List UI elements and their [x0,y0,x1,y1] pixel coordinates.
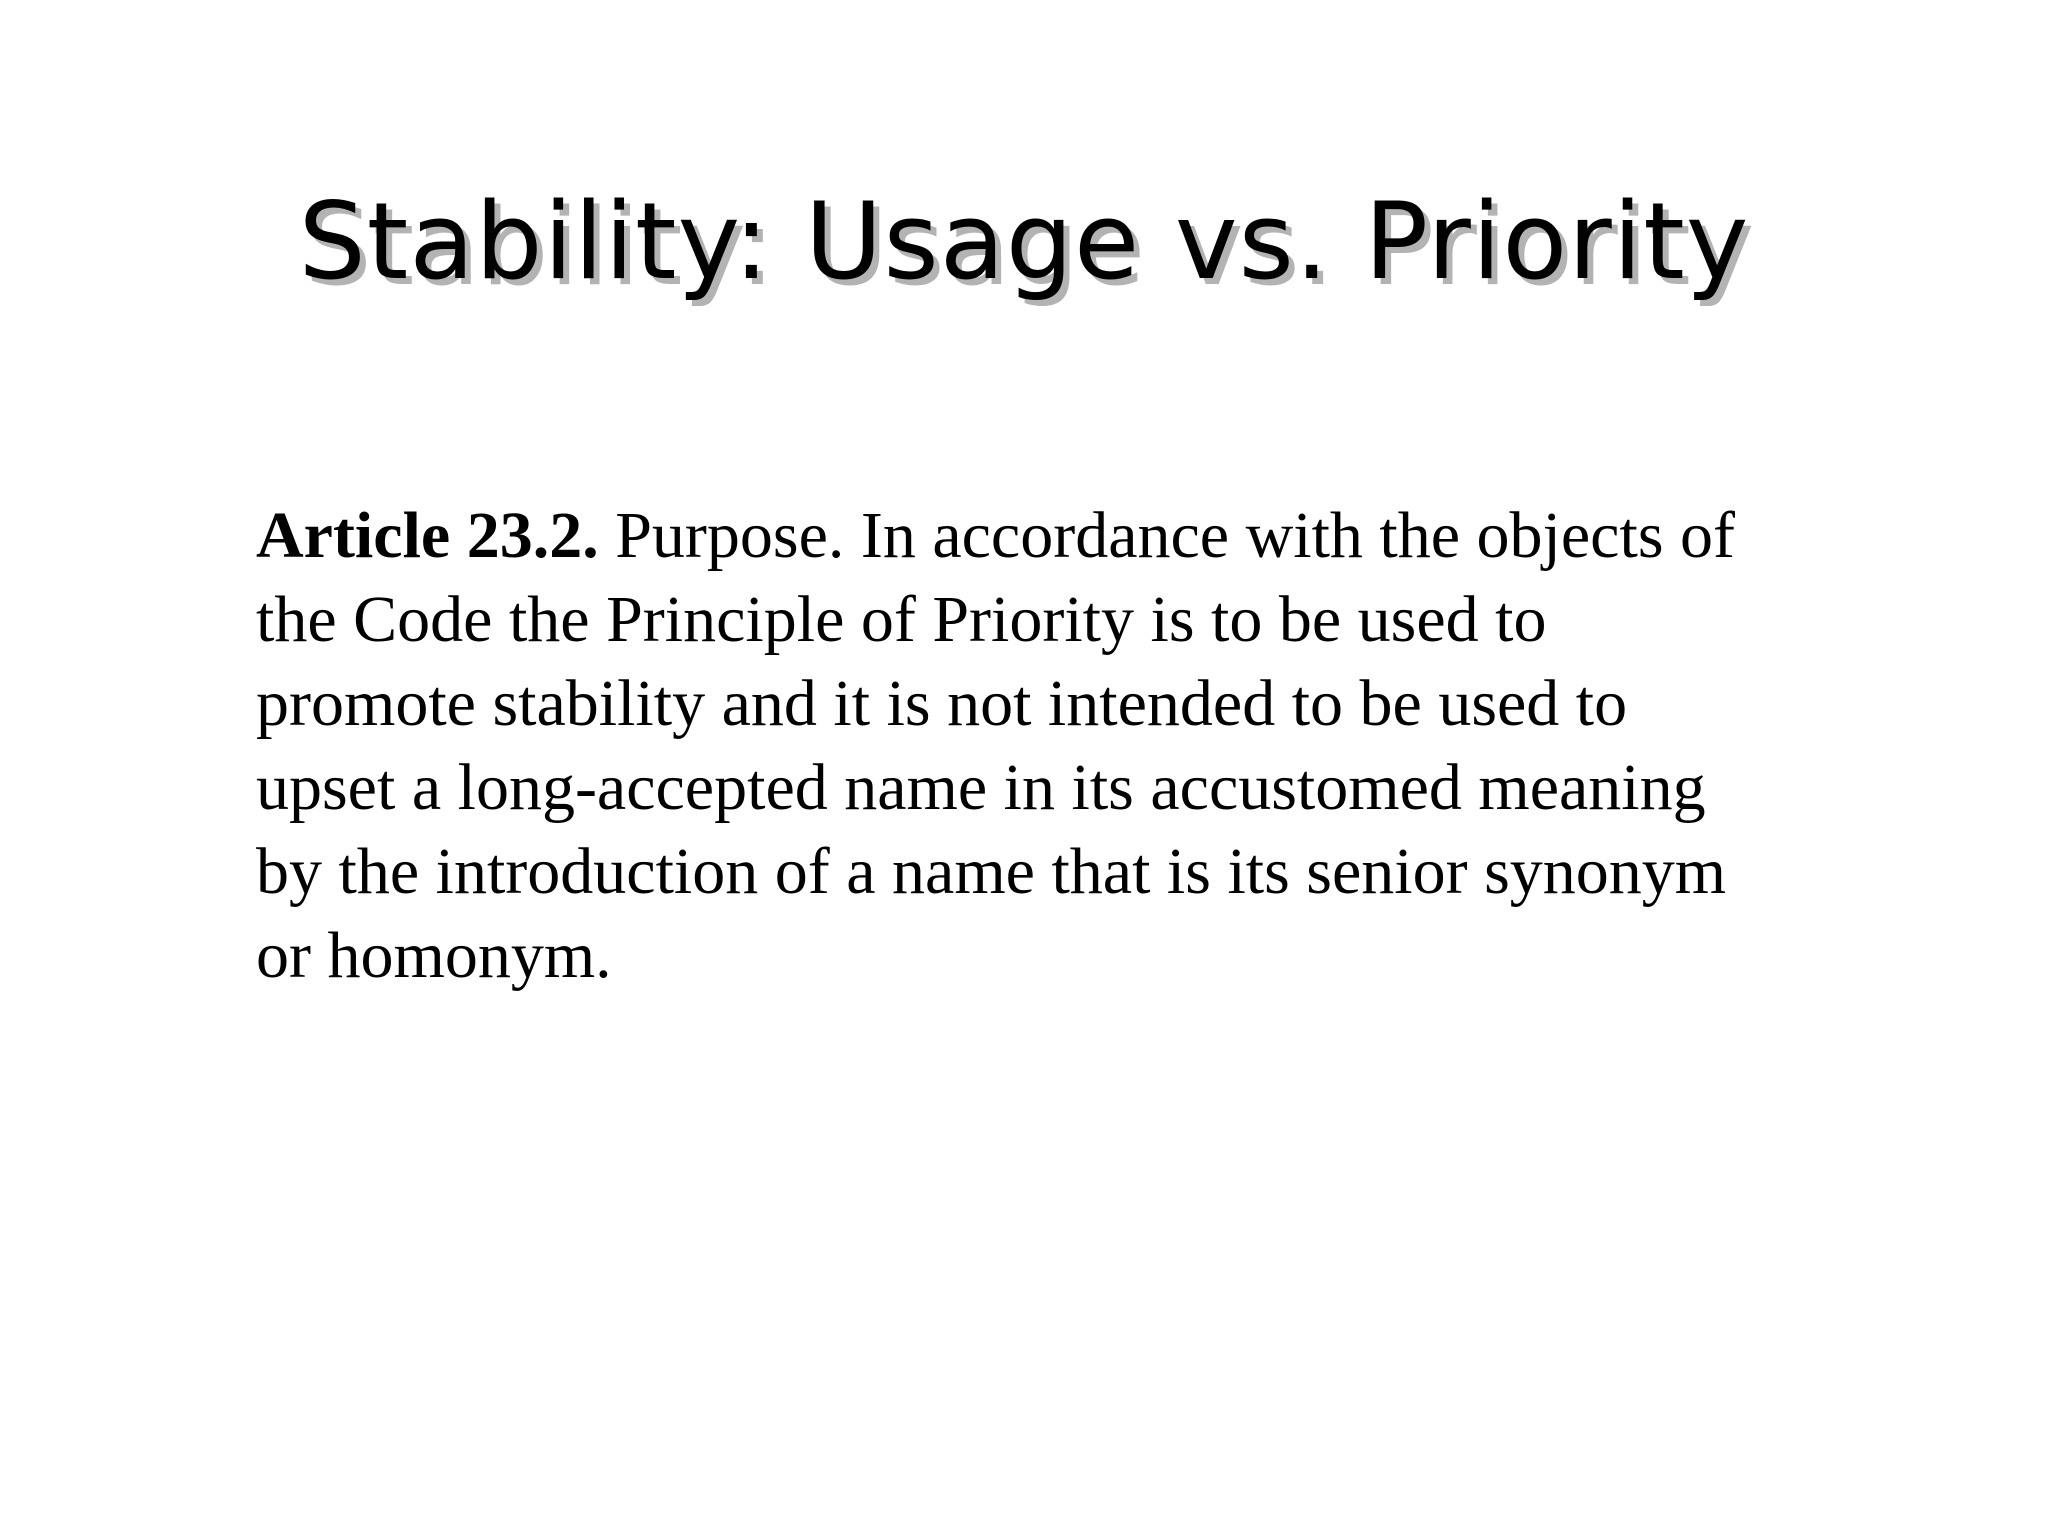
article-number: Article 23.2. [256,499,599,572]
article-paragraph [256,494,1756,998]
slide-title: Stability: Usage vs. Priority [298,180,1750,303]
article-text: Purpose. In accordance with the objects of the Code the Principle of Priority is to be used to promote stability and it is not intended to be used to upset a long-accepted name in its accustomed meaning by the introduction of a name that is its senior synonym or homonym. [256,499,1735,992]
